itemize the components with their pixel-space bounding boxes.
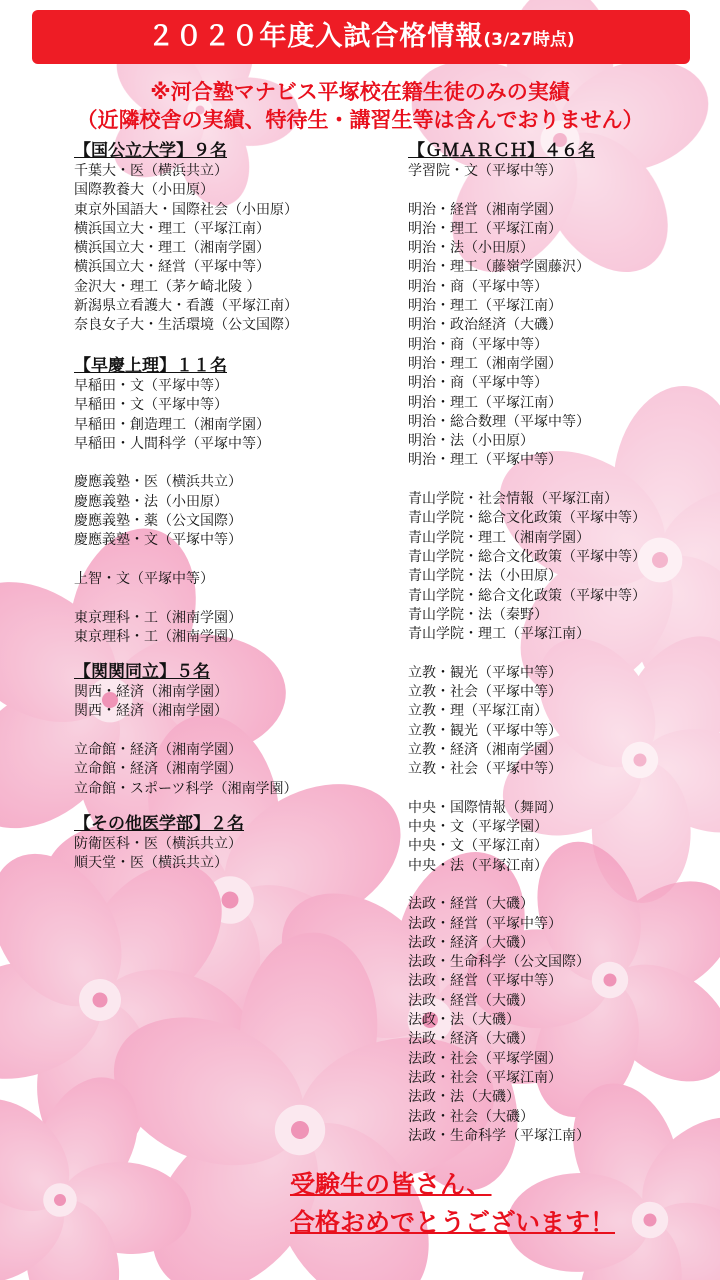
list-item: 関西・経済（湘南学園）: [74, 703, 228, 720]
list-item: 法政・社会（平塚江南）: [408, 1069, 562, 1086]
igakubu-heading: 【その他医学部】２名: [74, 813, 244, 834]
kankandoritsu-heading: 【関関同立】５名: [74, 662, 210, 683]
list-item: 青山学院・社会情報（平塚江南）: [408, 491, 618, 508]
list-item: 明治・商（平塚中等）: [408, 336, 548, 353]
list-item: 青山学院・法（小田原）: [408, 568, 562, 585]
list-item: 慶應義塾・薬（公文国際）: [74, 513, 242, 530]
list-item: 法政・経営（平塚中等）: [408, 915, 562, 932]
list-item: 明治・経営（湘南学園）: [408, 201, 562, 218]
banner-title: ２０２０年度入試合格情報: [147, 21, 484, 52]
list-item: 横浜国立大・理工（湘南学園）: [74, 240, 270, 257]
list-item: 早稲田・文（平塚中等）: [74, 377, 228, 394]
list-item: 法政・経営（大磯）: [408, 896, 534, 913]
list-item: 立命館・スポーツ科学（湘南学園）: [74, 780, 298, 797]
list-item: 早稲田・人間科学（平塚中等）: [74, 435, 270, 452]
list-item: 順天堂・医（横浜共立）: [74, 855, 228, 872]
banner-date: (3/27時点): [483, 30, 575, 50]
list-item: 立命館・経済（湘南学園）: [74, 761, 242, 778]
notice-line-1: ※河合塾マナビス平塚校在籍生徒のみの実績: [150, 80, 570, 104]
list-item: 立教・社会（平塚中等）: [408, 684, 562, 701]
closing-line-1: 受験生の皆さん、: [290, 1170, 492, 1199]
list-item: 新潟県立看護大・看護（平塚江南）: [74, 298, 298, 315]
list-item: 中央・文（平塚江南）: [408, 838, 548, 855]
sokei-heading: 【早慶上理】１１名: [74, 355, 227, 376]
list-item: 明治・商（平塚中等）: [408, 278, 548, 295]
list-item: 明治・商（平塚中等）: [408, 375, 548, 392]
list-item: 法政・経営（大磯）: [408, 992, 534, 1009]
list-item: 青山学院・総合文化政策（平塚中等）: [408, 548, 646, 565]
list-item: 法政・生命科学（公文国際）: [408, 954, 590, 971]
list-item: 法政・生命科学（平塚江南）: [408, 1127, 590, 1144]
list-item: 東京理科・工（湘南学園）: [74, 609, 242, 626]
title-banner: [32, 10, 690, 64]
list-item: 国際教養大（小田原）: [74, 182, 214, 199]
list-item: 東京理科・工（湘南学園）: [74, 628, 242, 645]
list-item: 東京外国語大・国際社会（小田原）: [74, 201, 298, 218]
list-item: 金沢大・理工（茅ケ崎北陵 ）: [74, 278, 261, 295]
list-item: 学習院・文（平塚中等）: [408, 163, 562, 179]
list-item: 早稲田・創造理工（湘南学園）: [74, 416, 270, 433]
list-item: 明治・政治経済（大磯）: [408, 317, 562, 334]
notice-line-2: （近隣校舎の実績、特待生・講習生等は含んでおりません）: [76, 108, 644, 132]
list-item: 明治・理工（平塚江南）: [408, 394, 562, 411]
list-item: 中央・文（平塚学園）: [408, 819, 548, 836]
closing-message: [290, 1166, 615, 1242]
list-item: 慶應義塾・法（小田原）: [74, 493, 228, 510]
kokkoritsu-heading: 【国公立大学】９名: [74, 141, 227, 161]
list-item: 立教・理（平塚江南）: [408, 703, 548, 720]
list-item: 慶應義塾・医（横浜共立）: [74, 474, 242, 491]
list-item: 青山学院・法（秦野）: [408, 606, 548, 623]
list-item: 立教・社会（平塚中等）: [408, 761, 562, 778]
gmarch-heading: 【ＧＭＡＲＣＨ】４６名: [408, 141, 595, 161]
list-item: 明治・理工（平塚江南）: [408, 298, 562, 315]
list-item: 慶應義塾・文（平塚中等）: [74, 532, 242, 549]
list-item: 法政・社会（平塚学園）: [408, 1050, 562, 1067]
list-item: 青山学院・総合文化政策（平塚中等）: [408, 587, 646, 604]
list-item: 中央・法（平塚江南）: [408, 857, 548, 874]
list-item: 関西・経済（湘南学園）: [74, 684, 228, 701]
list-item: 奈良女子大・生活環境（公文国際）: [74, 317, 298, 334]
list-item: 法政・経済（大磯）: [408, 1031, 534, 1048]
list-item: 立教・観光（平塚中等）: [408, 722, 562, 739]
list-item: 明治・法（小田原）: [408, 433, 534, 450]
list-item: 明治・総合数理（平塚中等）: [408, 413, 590, 430]
list-item: 明治・理工（平塚江南）: [408, 220, 562, 237]
list-item: 早稲田・文（平塚中等）: [74, 397, 228, 414]
list-item: 青山学院・理工（湘南学園）: [408, 529, 590, 546]
list-item: 立教・観光（平塚中等）: [408, 664, 562, 681]
list-item: 法政・法（大磯）: [408, 1089, 520, 1106]
closing-line-2: 合格おめでとうございます！: [290, 1208, 616, 1237]
list-item: 千葉大・医（横浜共立）: [74, 163, 228, 179]
list-item: 立命館・経済（湘南学園）: [74, 742, 242, 759]
list-item: 青山学院・理工（平塚江南）: [408, 626, 590, 643]
list-item: 横浜国立大・経営（平塚中等）: [74, 259, 270, 276]
list-item: 法政・経営（平塚中等）: [408, 973, 562, 990]
right-column: [408, 140, 646, 1146]
list-item: 立教・経済（湘南学園）: [408, 741, 562, 758]
left-column: [74, 140, 298, 874]
list-item: 明治・理工（湘南学園）: [408, 355, 562, 372]
list-item: 青山学院・総合文化政策（平塚中等）: [408, 510, 646, 527]
list-item: 明治・法（小田原）: [408, 240, 534, 257]
list-item: 横浜国立大・理工（平塚江南）: [74, 220, 270, 237]
list-item: 上智・文（平塚中等）: [74, 570, 214, 587]
list-item: 法政・社会（大磯）: [408, 1108, 534, 1125]
list-item: 防衛医科・医（横浜共立）: [74, 835, 242, 852]
list-item: 法政・経済（大磯）: [408, 934, 534, 951]
list-item: 明治・理工（平塚中等）: [408, 452, 562, 469]
list-item: 明治・理工（藤嶺学園藤沢）: [408, 259, 590, 276]
list-item: 法政・法（大磯）: [408, 1012, 520, 1029]
list-item: 中央・国際情報（舞岡）: [408, 799, 562, 816]
